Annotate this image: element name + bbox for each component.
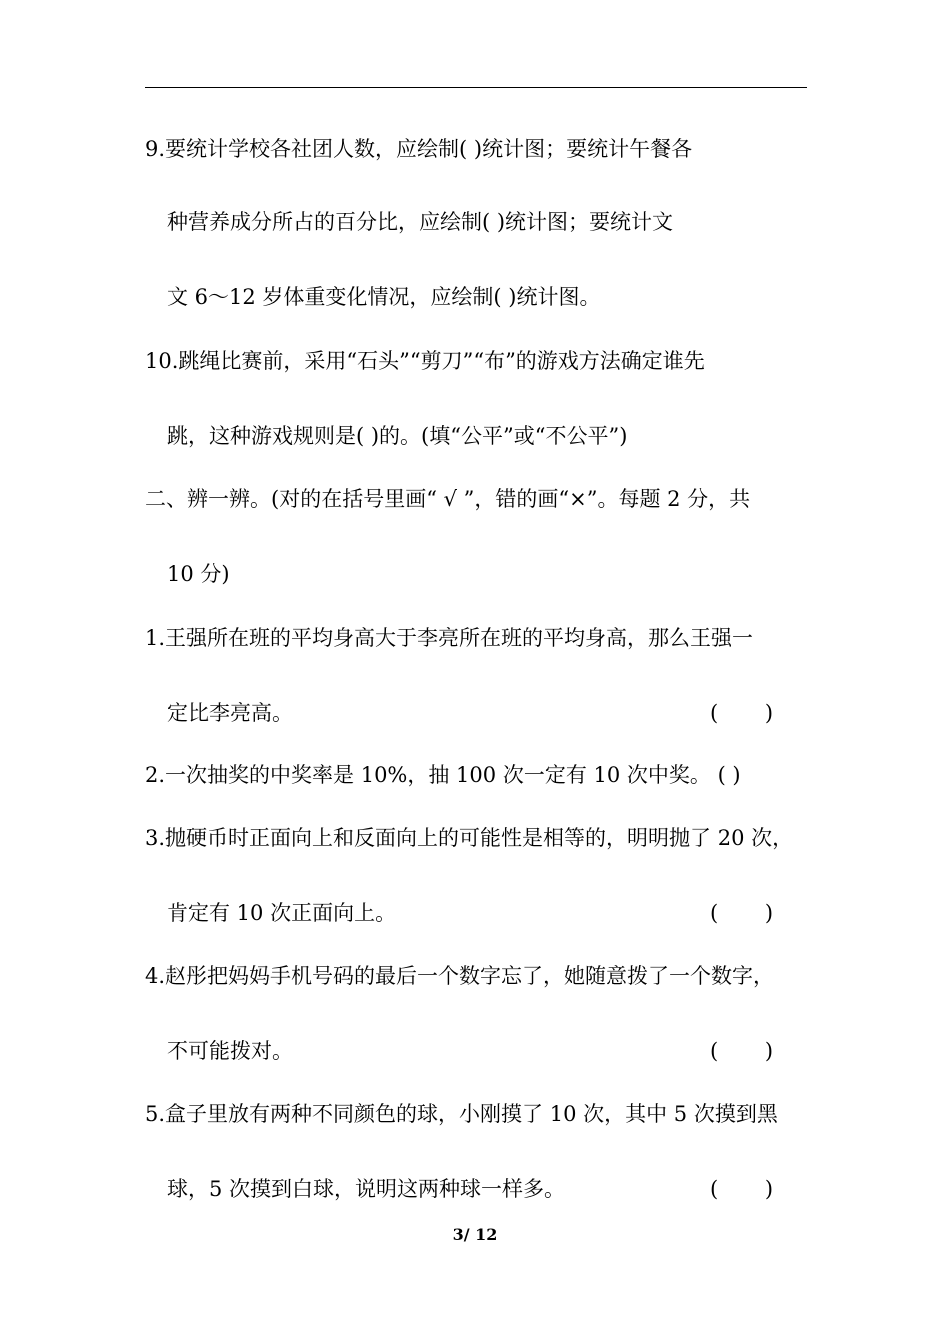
judge-1-line-2: 定比李亮高。 [167, 701, 293, 725]
page-number: 3/ 12 [452, 1225, 498, 1244]
judge-5-line-1: 5.盒子里放有两种不同颜色的球，小刚摸了 10 次，其中 5 次摸到黑 [145, 1102, 778, 1126]
judge-4-line-2: 不可能拨对。 [167, 1039, 293, 1063]
question-9-line-1: 9.要统计学校各社团人数，应绘制( )统计图；要统计午餐各 [145, 137, 693, 161]
judge-3-line-2: 肯定有 10 次正面向上。 [167, 901, 397, 925]
section-2-heading-line-1: 二、辨一辨。(对的在括号里画“ √ ”，错的画“×”。每题 2 分，共 [145, 487, 751, 511]
judge-3-line-1: 3.抛硬币时正面向上和反面向上的可能性是相等的，明明抛了 20 次， [145, 826, 794, 850]
judge-5-line-2: 球，5 次摸到白球，说明这两种球一样多。 [167, 1177, 566, 1201]
judge-5-answer-paren: ( ) [710, 1177, 774, 1201]
judge-3-answer-paren: ( ) [710, 901, 774, 925]
judge-4-answer-paren: ( ) [710, 1039, 774, 1063]
judge-1-line-1: 1.王强所在班的平均身高大于李亮所在班的平均身高，那么王强一 [145, 626, 754, 650]
question-10-line-2: 跳，这种游戏规则是( )的。(填“公平”或“不公平”) [167, 424, 628, 448]
judge-4-line-1: 4.赵彤把妈妈手机号码的最后一个数字忘了，她随意拨了一个数字， [145, 964, 775, 988]
question-10-line-1: 10.跳绳比赛前，采用“石头”“剪刀”“布”的游戏方法确定谁先 [145, 349, 705, 373]
question-9-line-3: 文 6～12 岁体重变化情况，应绘制( )统计图。 [167, 285, 601, 309]
question-9-line-2: 种营养成分所占的百分比，应绘制( )统计图；要统计文 [167, 210, 674, 234]
judge-1-answer-paren: ( ) [710, 701, 774, 725]
judge-2-line-1: 2.一次抽奖的中奖率是 10%，抽 100 次一定有 10 次中奖。 ( ) [145, 763, 741, 787]
header-rule [145, 87, 807, 88]
section-2-heading-line-2: 10 分) [167, 562, 230, 586]
